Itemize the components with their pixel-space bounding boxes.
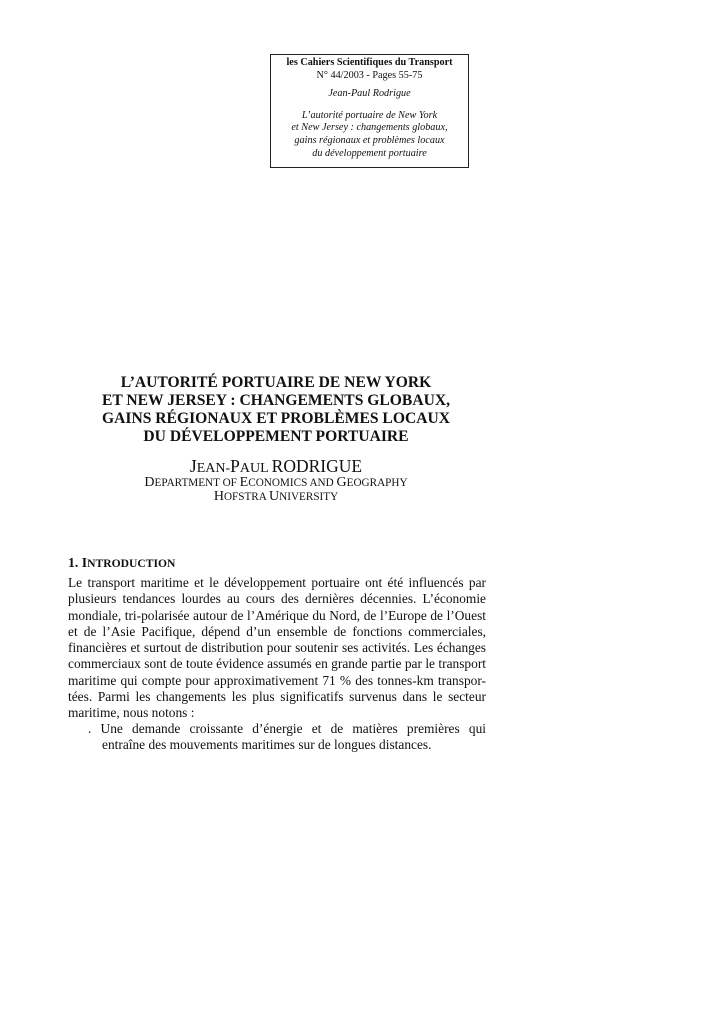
paragraph-line: et de l’Asie Pacifique, dépend d’un ensemble de fonctions commerciales, (68, 623, 486, 639)
paragraph-line: financières et surtout de distribution pour soutenir ses activités. Les échanges (68, 640, 486, 656)
paragraph-line: maritime, nous notons : (68, 705, 195, 721)
journal-name: les Cahiers Scientifiques du Transport (286, 57, 453, 68)
affil-initial: D (144, 475, 155, 490)
journal-header-box (270, 54, 469, 168)
affil-part: OFSTRA (223, 491, 270, 503)
journal-title-line: gains régionaux et problèmes locaux (294, 134, 445, 146)
affil-part: CONOMICS AND (248, 477, 337, 489)
bullet-line: entraîne des mouvements maritimes sur de longues distances. (102, 737, 432, 753)
university-line (60, 490, 492, 504)
article-author (60, 458, 492, 477)
paragraph-line: tées. Parmi les changements les plus significatifs survenus dans le secteur (68, 689, 486, 705)
affil-initial: G (336, 475, 347, 490)
affil-part: EPARTMENT OF (154, 477, 240, 489)
journal-author: Jean-Paul Rodrigue (328, 88, 411, 100)
section-heading-introduction (68, 556, 175, 571)
affil-initial: U (269, 489, 280, 504)
author-surname: RODRIGUE (271, 456, 363, 476)
author-part: EAN (196, 461, 226, 476)
journal-article-title (271, 110, 468, 160)
paragraph-line: mondiale, tri-polarisée autour de l’Amérique du Nord, de l’Europe de l’Ouest (68, 607, 486, 623)
article-title-line: GAINS RÉGIONAUX ET PROBLÈMES LOCAUX (101, 410, 451, 427)
paragraph-line: Le transport maritime et le développement portuaire ont été influencés par (68, 575, 486, 590)
section-number: 1. (68, 555, 82, 570)
paragraph-line: commerciaux sont de toute évidence assumés en grande partie par le transport (68, 656, 486, 672)
journal-issue: N° 44/2003 - Pages 55-75 (316, 69, 423, 81)
author-affiliation (60, 476, 492, 504)
section-initial: I (81, 555, 88, 570)
department-line (60, 476, 492, 490)
author-initial: J (189, 456, 197, 476)
affil-part: NIVERSITY (279, 491, 339, 503)
journal-title-line: du développement portuaire (312, 147, 427, 159)
bullet-line: . Une demande croissante d’énergie et de matières premières qui (88, 721, 486, 736)
author-initial: P (230, 456, 240, 476)
author-part: AUL (239, 461, 269, 476)
section-title-rest: NTRODUCTION (87, 557, 176, 570)
introduction-paragraph (68, 575, 486, 722)
paragraph-line: maritime qui compte pour approximativement 71 % des tonnes-km transpor- (68, 672, 486, 688)
article-title-line: L’AUTORITÉ PORTUAIRE DE NEW YORK (120, 374, 432, 391)
affil-part: EOGRAPHY (346, 477, 408, 489)
affil-initial: E (239, 475, 249, 490)
journal-title-line: L’autorité portuaire de New York (301, 109, 438, 121)
journal-title-line: et New Jersey : changements globaux, (291, 122, 448, 134)
affil-initial: H (213, 489, 224, 504)
paragraph-line: plusieurs tendances lourdes au cours des dernières décennies. L’économie (68, 591, 486, 607)
bullet-item (88, 721, 486, 754)
article-title-line: ET NEW JERSEY : CHANGEMENTS GLOBAUX, (101, 392, 451, 409)
author-hyphen: - (225, 461, 231, 476)
article-title-line: DU DÉVELOPPEMENT PORTUAIRE (143, 428, 409, 445)
article-title (60, 374, 492, 446)
